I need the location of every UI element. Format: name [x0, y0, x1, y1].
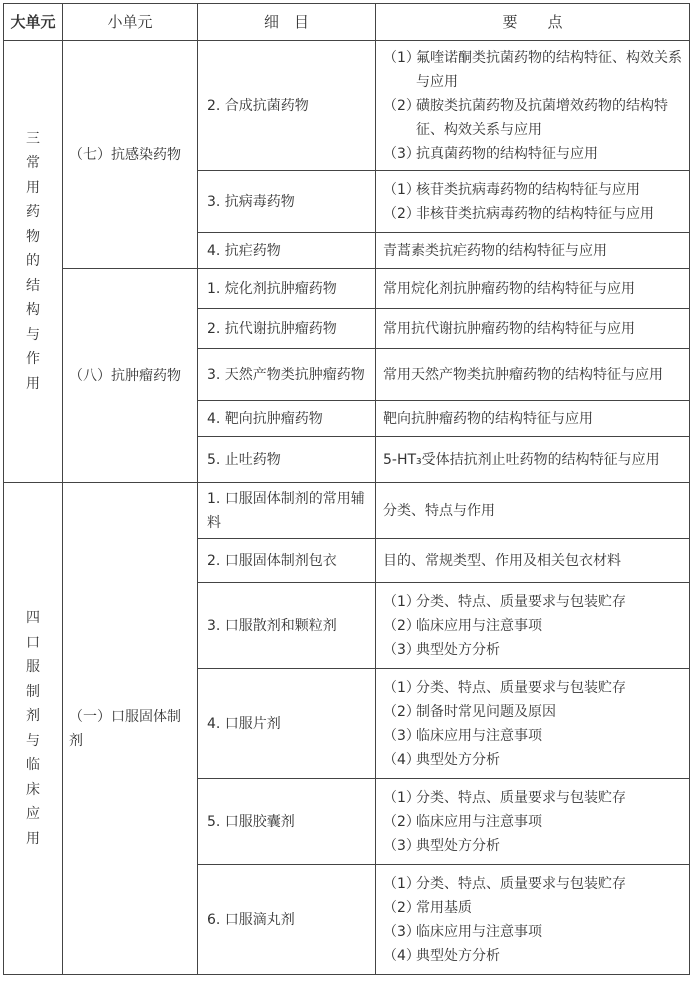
point-item	[383, 896, 683, 920]
point-item	[383, 46, 683, 94]
sub-unit-cell: （一）口服固体制剂	[63, 483, 198, 975]
point-number: （4）	[383, 947, 420, 964]
point-item	[383, 94, 683, 142]
point-text: 核苷类抗病毒药物的结构特征与应用	[416, 181, 640, 198]
point-number: （3）	[383, 727, 420, 744]
points-cell	[376, 779, 690, 865]
point-number: （1）	[383, 875, 420, 892]
header-sub-unit: 小单元	[63, 4, 198, 41]
points-cell	[376, 269, 690, 309]
header-points: 要 点	[376, 4, 690, 41]
points-cell	[376, 401, 690, 437]
point-item	[383, 748, 683, 772]
point-text: 非核苷类抗病毒药物的结构特征与应用	[416, 205, 654, 222]
points-cell	[376, 483, 690, 539]
point-item	[383, 920, 683, 944]
points-cell	[376, 437, 690, 483]
points-cell	[376, 583, 690, 669]
point-number: （1）	[383, 49, 420, 66]
point-item	[383, 872, 683, 896]
header-row	[4, 4, 690, 41]
detail-cell: 4. 靶向抗肿瘤药物	[198, 401, 376, 437]
point-item	[383, 810, 683, 834]
point-text: 分类、特点、质量要求与包装贮存	[416, 875, 626, 892]
big-unit-label: 三常用药物的结构与作用	[26, 130, 40, 392]
table-row	[4, 483, 690, 539]
table-row	[4, 269, 690, 309]
point-text: 抗真菌药物的结构特征与应用	[416, 145, 598, 162]
detail-cell: 4. 口服片剂	[198, 669, 376, 779]
points-cell	[376, 539, 690, 583]
detail-cell: 2. 口服固体制剂包衣	[198, 539, 376, 583]
point-number: （1）	[383, 593, 420, 610]
points-cell	[376, 41, 690, 171]
point-text: 5-HT₃受体拮抗剂止吐药物的结构特征与应用	[383, 451, 660, 468]
points-cell	[376, 669, 690, 779]
points-cell	[376, 233, 690, 269]
detail-cell: 1. 口服固体制剂的常用辅料	[198, 483, 376, 539]
sub-unit-cell: （八）抗肿瘤药物	[63, 269, 198, 483]
point-text: 常用天然产物类抗肿瘤药物的结构特征与应用	[383, 366, 663, 383]
point-text: 典型处方分析	[416, 837, 500, 854]
detail-cell: 2. 合成抗菌药物	[198, 41, 376, 171]
point-text: 分类、特点、质量要求与包装贮存	[416, 789, 626, 806]
point-text: 典型处方分析	[416, 947, 500, 964]
header-big-unit: 大单元	[4, 4, 63, 41]
point-number: （3）	[383, 145, 420, 162]
point-text: 氟喹诺酮类抗菌药物的结构特征、构效关系与应用	[416, 49, 682, 90]
point-number: （2）	[383, 205, 420, 222]
point-number: （2）	[383, 813, 420, 830]
point-text: 临床应用与注意事项	[416, 923, 542, 940]
point-text: 分类、特点与作用	[383, 502, 495, 519]
point-text: 目的、常规类型、作用及相关包衣材料	[383, 552, 621, 569]
sub-unit-cell: （七）抗感染药物	[63, 41, 198, 269]
point-text: 制备时常见问题及原因	[416, 703, 556, 720]
point-text: 青蒿素类抗疟药物的结构特征与应用	[383, 242, 607, 259]
point-text: 临床应用与注意事项	[416, 617, 542, 634]
point-item	[383, 638, 683, 662]
detail-cell: 3. 天然产物类抗肿瘤药物	[198, 349, 376, 401]
big-unit-cell	[4, 483, 63, 975]
point-text: 靶向抗肿瘤药物的结构特征与应用	[383, 410, 593, 427]
point-text: 分类、特点、质量要求与包装贮存	[416, 593, 626, 610]
point-text: 常用抗代谢抗肿瘤药物的结构特征与应用	[383, 320, 635, 337]
points-cell	[376, 171, 690, 233]
point-text: 临床应用与注意事项	[416, 727, 542, 744]
point-item	[383, 700, 683, 724]
point-number: （3）	[383, 837, 420, 854]
point-item	[383, 944, 683, 968]
point-text: 典型处方分析	[416, 751, 500, 768]
point-item	[383, 724, 683, 748]
point-text: 分类、特点、质量要求与包装贮存	[416, 679, 626, 696]
point-item	[383, 142, 683, 166]
point-text: 磺胺类抗菌药物及抗菌增效药物的结构特征、构效关系与应用	[416, 97, 668, 138]
point-number: （2）	[383, 97, 420, 114]
point-number: （3）	[383, 923, 420, 940]
points-cell	[376, 865, 690, 975]
point-item	[383, 614, 683, 638]
point-number: （1）	[383, 679, 420, 696]
detail-cell: 4. 抗疟药物	[198, 233, 376, 269]
detail-cell: 6. 口服滴丸剂	[198, 865, 376, 975]
points-cell	[376, 309, 690, 349]
points-cell	[376, 349, 690, 401]
point-number: （2）	[383, 899, 420, 916]
point-item	[383, 590, 683, 614]
point-item	[383, 178, 683, 202]
table-body	[4, 41, 690, 975]
point-number: （1）	[383, 789, 420, 806]
detail-cell: 5. 止吐药物	[198, 437, 376, 483]
detail-cell: 3. 口服散剂和颗粒剂	[198, 583, 376, 669]
point-number: （1）	[383, 181, 420, 198]
point-number: （2）	[383, 703, 420, 720]
point-text: 常用基质	[416, 899, 472, 916]
point-item	[383, 676, 683, 700]
point-number: （2）	[383, 617, 420, 634]
table-row	[4, 41, 690, 171]
big-unit-label: 四口服制剂与临床应用	[26, 610, 40, 847]
point-item	[383, 834, 683, 858]
detail-cell: 3. 抗病毒药物	[198, 171, 376, 233]
point-item	[383, 202, 683, 226]
detail-cell: 5. 口服胶囊剂	[198, 779, 376, 865]
detail-cell: 1. 烷化剂抗肿瘤药物	[198, 269, 376, 309]
header-detail: 细 目	[198, 4, 376, 41]
detail-cell: 2. 抗代谢抗肿瘤药物	[198, 309, 376, 349]
big-unit-cell	[4, 41, 63, 483]
point-text: 典型处方分析	[416, 641, 500, 658]
point-text: 临床应用与注意事项	[416, 813, 542, 830]
point-item	[383, 786, 683, 810]
point-number: （3）	[383, 641, 420, 658]
syllabus-table	[3, 3, 690, 975]
point-number: （4）	[383, 751, 420, 768]
point-text: 常用烷化剂抗肿瘤药物的结构特征与应用	[383, 280, 635, 297]
